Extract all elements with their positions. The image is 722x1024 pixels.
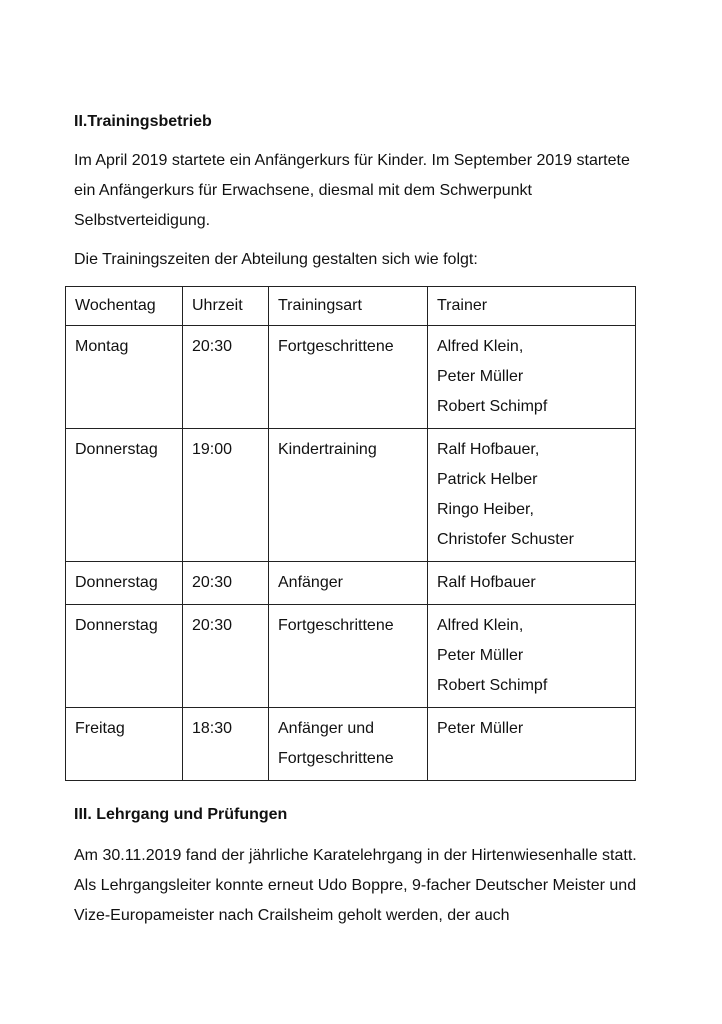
column-header-training-type: Trainingsart <box>269 287 428 326</box>
table-row <box>66 326 636 429</box>
cell-time: 18:30 <box>183 708 269 781</box>
cell-trainers <box>428 562 636 605</box>
table-row <box>66 429 636 562</box>
cell-type: Anfänger und Fortgeschrittene <box>269 708 428 781</box>
column-header-time: Uhrzeit <box>183 287 269 326</box>
training-schedule-table <box>65 286 636 781</box>
cell-type: Kindertraining <box>269 429 428 562</box>
trainer-name: Peter Müller <box>437 720 524 737</box>
trainer-name: Alfred Klein, <box>437 338 524 355</box>
trainer-name: Ralf Hofbauer, <box>437 441 540 458</box>
cell-type: Fortgeschrittene <box>269 326 428 429</box>
table-row <box>66 562 636 605</box>
cell-trainers <box>428 429 636 562</box>
paragraph-lehrgang: Am 30.11.2019 fand der jährliche Karatelehrgang in der Hirtenwiesenhalle statt. Als Lehrgangsleiter konnte erneut Udo Boppre, 9-facher Deutscher Meister und Vize-Europameister nach Crailsheim geholt werden, der auch <box>74 847 637 924</box>
cell-time: 20:30 <box>183 326 269 429</box>
cell-day: Donnerstag <box>66 605 183 708</box>
trainer-name: Peter Müller <box>437 647 524 664</box>
cell-type: Anfänger <box>269 562 428 605</box>
paragraph-training-times-intro: Die Trainingszeiten der Abteilung gestalten sich wie folgt: <box>74 251 478 268</box>
paragraph-courses: Im April 2019 startete ein Anfängerkurs für Kinder. Im September 2019 startete ein Anfängerkurs für Erwachsene, diesmal mit dem Schwerpunkt Selbstverteidigung. <box>74 152 630 229</box>
cell-trainers <box>428 605 636 708</box>
column-header-weekday: Wochentag <box>66 287 183 326</box>
cell-trainers <box>428 708 636 781</box>
cell-time: 20:30 <box>183 605 269 708</box>
trainer-name: Robert Schimpf <box>437 398 548 415</box>
column-header-trainer: Trainer <box>428 287 636 326</box>
trainer-name: Peter Müller <box>437 368 524 385</box>
cell-type: Fortgeschrittene <box>269 605 428 708</box>
trainer-name: Robert Schimpf <box>437 677 548 694</box>
cell-day: Montag <box>66 326 183 429</box>
trainer-name: Ringo Heiber, <box>437 501 534 518</box>
table-row <box>66 708 636 781</box>
trainer-name: Patrick Helber <box>437 471 538 488</box>
cell-time: 20:30 <box>183 562 269 605</box>
section-heading-lehrgang: III. Lehrgang und Prüfungen <box>74 806 288 823</box>
trainer-name: Alfred Klein, <box>437 617 524 634</box>
cell-trainers <box>428 326 636 429</box>
table-header-row <box>66 287 636 326</box>
cell-day: Donnerstag <box>66 562 183 605</box>
cell-day: Donnerstag <box>66 429 183 562</box>
trainer-name: Ralf Hofbauer <box>437 574 536 591</box>
trainer-name: Christofer Schuster <box>437 531 574 548</box>
cell-day: Freitag <box>66 708 183 781</box>
section-heading-trainingsbetrieb: II.Trainingsbetrieb <box>74 113 212 130</box>
cell-time: 19:00 <box>183 429 269 562</box>
table-row <box>66 605 636 708</box>
